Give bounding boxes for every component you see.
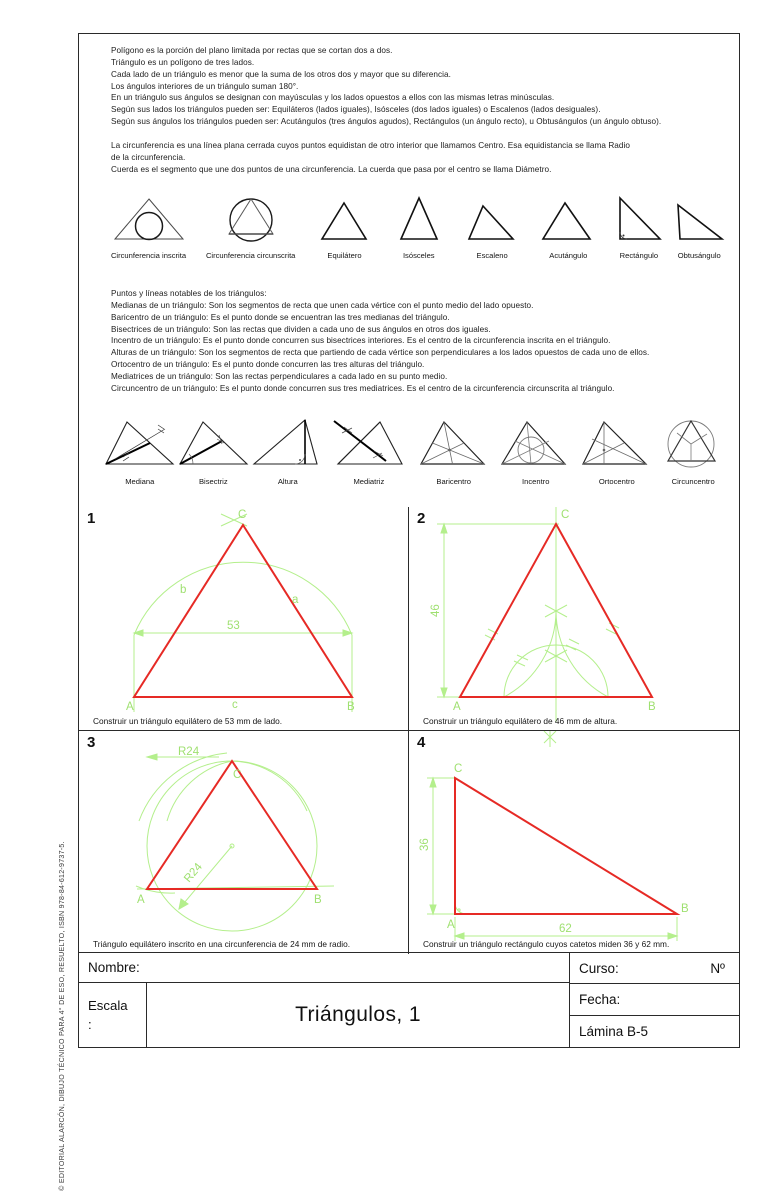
triangle-types-icons [103, 200, 729, 248]
field-curso-label: Curso: [579, 960, 619, 976]
fig-acutangulo [528, 195, 608, 248]
field-lamina [570, 1016, 739, 1047]
exercise-1-side-a: a [292, 594, 299, 606]
figlabel-mediatriz: Mediatriz [353, 477, 385, 486]
fig-baricentro [412, 417, 494, 474]
exercise-3-vertex-A: A [137, 893, 145, 906]
fig-equilatero [307, 195, 381, 248]
theory-line: Medianas de un triángulo: Son los segmentos de recta que unen cada vértice con el punto medio del lado opuesto. [111, 300, 534, 310]
exercise-3-vertex-B: B [314, 893, 322, 906]
theory-line: de la circunferencia. [111, 152, 186, 162]
exercise-1-side-c: c [232, 699, 238, 711]
theory-line: Triángulo es un polígono de tres lados. [111, 57, 255, 67]
theory-line: Cuerda es el segmento que une dos puntos de una circunferencia. La cuerda que pasa por el centro se llama Diámetro. [111, 164, 552, 174]
bisector-construction-icon [177, 417, 251, 469]
theory-line: Polígono es la porción del plano limitada por rectas que se cortan dos a dos. [111, 46, 393, 55]
figlabel-circunscrita: Circunferencia circunscrita [205, 251, 296, 260]
theory-block-notable-points [111, 288, 723, 395]
field-escala-colon: : [88, 1017, 92, 1032]
acute-triangle-icon [538, 195, 598, 243]
exercise-cell-1 [79, 507, 409, 731]
isosceles-triangle-icon [390, 195, 448, 243]
exercise-3-caption: Triángulo equilátero inscrito en una circunferencia de 24 mm de radio. [93, 939, 351, 949]
orthocenter-icon [578, 417, 652, 469]
title-block-right [569, 953, 739, 1047]
triangle-types-figure-row [103, 200, 729, 264]
theory-line: Los ángulos interiores de un triángulo suman 180°. [111, 81, 299, 91]
figlabel-ortocentro: Ortocentro [598, 477, 635, 486]
title-block-left [79, 953, 569, 1047]
perpendicular-bisector-construction-icon [330, 417, 408, 469]
exercise-1-caption: Construir un triángulo equilátero de 53 mm de lado. [93, 715, 283, 726]
title-block-lower [79, 983, 569, 1047]
exercise-4-dimension-62: 62 [559, 922, 572, 935]
field-fecha-label: Fecha: [579, 992, 621, 1008]
exercise-number: 3 [87, 733, 96, 751]
copyright-text: © EDITORIAL ALARCÓN, DIBUJO TÉCNICO PARA 4° DE ESO, RESUELTO, ISBN 978-84-612-9737-5. [58, 841, 67, 1191]
right-triangle-icon [612, 195, 666, 243]
exercise-1-vertex-A: A [126, 701, 134, 713]
field-lamina-label: Lámina B-5 [579, 1023, 649, 1039]
field-curso[interactable] [570, 953, 739, 984]
copyright-strip [52, 560, 72, 1191]
fig-mediana [103, 417, 177, 474]
exercise-4-vertex-C: C [454, 762, 463, 775]
fig-incentro [494, 417, 574, 474]
triangle-types-labels [103, 251, 729, 260]
theory-line: Mediatrices de un triángulo: Son las rectas perpendiculares a cada lado en su punto medio. [111, 371, 448, 381]
figlabel-isosceles: Isósceles [402, 251, 435, 260]
exercise-cell-4 [409, 731, 739, 955]
exercise-2-vertex-B: B [648, 701, 656, 713]
notable-points-labels [103, 477, 729, 486]
exercise-3-drawing [79, 731, 409, 955]
field-escala-label: Escala [88, 998, 128, 1013]
fig-circuncentro [655, 417, 729, 474]
theory-line: Ortocentro de un triángulo: Es el punto donde concurren las tres alturas del triángulo. [111, 360, 425, 370]
field-numero-label: Nº [710, 960, 725, 976]
exercise-2-vertex-A: A [453, 701, 461, 713]
fig-bisectriz [177, 417, 251, 474]
incenter-icon [497, 417, 571, 469]
exercise-2-drawing [409, 507, 739, 731]
sheet-title: Triángulos, 1 [295, 1003, 421, 1026]
exercise-number: 2 [417, 510, 426, 527]
figlabel-acutangulo: Acutángulo [549, 251, 588, 260]
figlabel-circuncentro: Circuncentro [671, 477, 715, 486]
figlabel-bisectriz: Bisectriz [198, 477, 228, 486]
fig-inscribed [103, 195, 194, 248]
theory-line: Baricentro de un triángulo: Es el punto donde se encuentran las tres medianas del triángulo. [111, 312, 450, 322]
theory-line: En un triángulo sus ángulos se designan con mayúsculas y los lados opuestos a ellos con las mismas letras minúsculas. [111, 93, 555, 103]
theory-line: Alturas de un triángulo: Son los segmentos de recta que partiendo de cada vértice son perpendiculares a los lados opuestos de cada uno de ellos. [111, 348, 650, 358]
field-escala[interactable] [79, 983, 147, 1047]
figlabel-incentro: Incentro [522, 477, 550, 486]
exercise-number: 1 [87, 510, 96, 527]
exercise-4-caption: Construir un triángulo rectángulo cuyos catetos miden 36 y 62 mm. [423, 939, 670, 949]
triangle-inscribed-circle-icon [109, 195, 189, 243]
circumcenter-icon [655, 417, 729, 469]
theory-line: Incentro de un triángulo: Es el punto donde concurren sus bisectrices interiores. Es el centro de la circunferencia inscrita en el triángulo. [111, 336, 611, 346]
median-construction-icon [103, 417, 177, 469]
field-nombre-label: Nombre: [88, 960, 140, 975]
theory-line: Cada lado de un triángulo es menor que la suma de los otros dos y mayor que su diferencia. [111, 69, 451, 79]
exercise-1-dimension-53: 53 [227, 620, 240, 632]
exercise-2-vertex-C: C [561, 509, 570, 521]
fig-escaleno [456, 195, 528, 248]
theory-line: Según sus ángulos los triángulos pueden ser: Acutángulos (tres ángulos agudos), Rectángulos (un ángulo recto), u Obtusángulos (un ángulo obtuso). [111, 117, 662, 127]
centroid-icon [416, 417, 490, 469]
exercise-1-vertex-C: C [238, 509, 247, 521]
exercise-1-vertex-B: B [347, 701, 355, 713]
theory-block-circumference [111, 140, 723, 176]
exercise-2-caption: Construir un triángulo equilátero de 46 mm de altura. [423, 715, 618, 726]
fig-mediatriz [326, 417, 412, 474]
figlabel-escaleno: Escaleno [476, 251, 508, 260]
fig-obtusangulo [670, 195, 729, 248]
exercise-3-dimension-radius: R24 [182, 860, 205, 885]
exercise-number: 4 [417, 733, 426, 751]
figlabel-obtusangulo: Obtusángulo [677, 251, 721, 260]
obtuse-triangle-icon [670, 195, 728, 243]
theory-line: Según sus lados los triángulos pueden ser: Equiláteros (lados iguales), Isósceles (dos lados iguales) o Escalenos (lados desiguales). [111, 105, 601, 115]
fig-rectangulo [608, 195, 669, 248]
exercise-1-drawing [79, 507, 409, 731]
title-block [79, 952, 739, 1047]
figlabel-rectangulo: Rectángulo [619, 251, 659, 260]
exercise-cell-2 [409, 507, 739, 731]
notable-points-icons [103, 422, 729, 474]
exercise-4-drawing [409, 731, 739, 955]
exercise-4-vertex-B: B [681, 902, 689, 915]
field-fecha[interactable] [570, 984, 739, 1015]
field-nombre[interactable] [79, 953, 569, 983]
exercise-4-dimension-36: 36 [419, 837, 431, 851]
exercise-2-dimension-46: 46 [430, 604, 442, 617]
exercise-3-dimension-arc: R24 [178, 745, 200, 758]
triangle-circumscribed-circle-icon [211, 195, 291, 243]
figlabel-inscrita: Circunferencia inscrita [110, 251, 187, 260]
notable-points-figure-row [103, 422, 729, 490]
equilateral-triangle-icon [315, 195, 373, 243]
exercise-4-vertex-A: A [447, 918, 455, 931]
theory-line: Circuncentro de un triángulo: Es el punto donde concurren sus tres mediatrices. Es el centro de la circunferencia circunscrita al triángulo. [111, 383, 615, 393]
figlabel-mediana: Mediana [125, 477, 155, 486]
figlabel-altura: Altura [277, 477, 298, 486]
theory-line: Puntos y líneas notables de los triángulos: [111, 289, 267, 298]
fig-altura [251, 417, 326, 474]
figlabel-equilatero: Equilátero [327, 251, 362, 260]
exercise-grid [79, 507, 739, 954]
scalene-triangle-icon [463, 195, 521, 243]
theory-block-definitions [111, 45, 723, 128]
theory-line: La circunferencia es una línea plana cerrada cuyos puntos equidistan de otro interior que llamamos Centro. Esa equidistancia se llama Radio [111, 141, 630, 150]
fig-ortocentro [575, 417, 655, 474]
altitude-construction-icon [251, 417, 325, 469]
exercise-3-vertex-C: C [233, 768, 242, 781]
theory-line: Bisectrices de un triángulo: Son las rectas que dividen a cada uno de sus ángulos en otros dos iguales. [111, 324, 491, 334]
exercise-1-side-b: b [180, 584, 187, 596]
exercise-cell-3 [79, 731, 409, 955]
fig-circumscribed [194, 195, 307, 248]
worksheet-sheet [78, 33, 740, 1048]
fig-isosceles [382, 195, 456, 248]
figlabel-baricentro: Baricentro [436, 477, 472, 486]
